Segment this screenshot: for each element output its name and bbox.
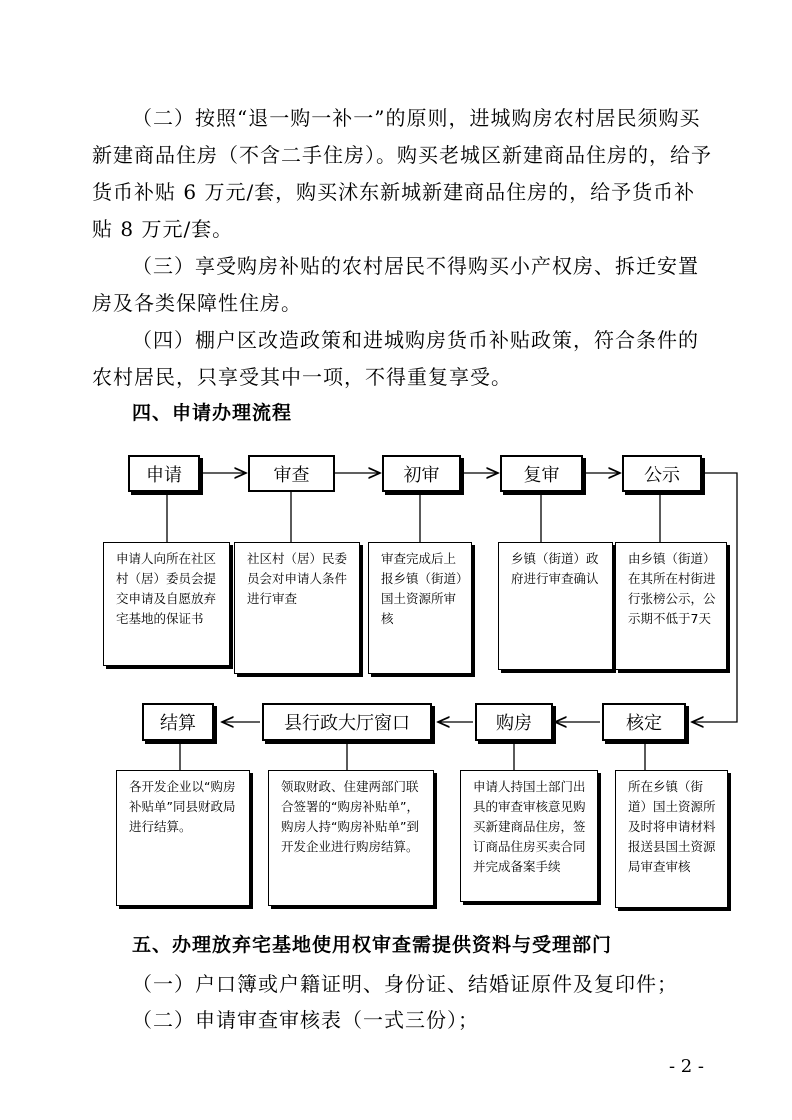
flow-step-county-window: 县行政大厅窗口 <box>262 703 432 741</box>
flow-step-apply: 申请 <box>128 455 200 492</box>
flow-step-review: 审查 <box>248 455 335 492</box>
flow-desc-publicity: 由乡镇（街道）在其所在村街进行张榜公示，公示期不低于7天 <box>615 542 727 670</box>
section-5-item-2: （二）申请审查审核表（一式三份）； <box>132 1008 479 1032</box>
flow-step-publicity: 公示 <box>622 455 702 492</box>
flow-step-recheck: 复审 <box>500 455 583 492</box>
paragraph-4: （四）棚户区改造政策和进城购房货币补贴政策，符合条件的农村居民，只享受其中一项，不得重复享受。 <box>92 328 699 389</box>
flow-step-purchase: 购房 <box>475 703 553 741</box>
section-5-item-1: （一）户口簿或户籍证明、身份证、结婚证原件及复印件； <box>132 972 678 996</box>
paragraph-2: （二）按照“退一购一补一”的原则，进城购房农村居民须购买新建商品住房（不含二手住房）。购买老城区新建商品住房的，给予货币补贴 6 万元/套，购买沭东新城新建商品住房的，给予货币补贴 8 万元/套。 <box>92 106 712 241</box>
flow-desc-apply: 申请人向所在社区村（居）委员会提交申请及自愿放弃宅基地的保证书 <box>103 542 230 666</box>
flow-step-verification: 核定 <box>602 703 686 741</box>
section-5-title: 五、办理放弃宅基地使用权审查需提供资料与受理部门 <box>132 934 613 956</box>
paragraph-3: （三）享受购房补贴的农村居民不得购买小产权房、拆迁安置房及各类保障性住房。 <box>92 254 699 315</box>
flow-desc-review: 社区村（居）民委员会对申请人条件进行审查 <box>234 542 360 674</box>
section-4-title: 四、申请办理流程 <box>132 402 293 424</box>
flow-desc-recheck: 乡镇（街道）政府进行审查确认 <box>498 542 613 670</box>
page-number: - 2 - <box>668 1056 704 1077</box>
flow-step-settlement: 结算 <box>142 703 214 741</box>
flow-desc-county-window: 领取财政、住建两部门联合签署的“购房补贴单”，购房人持“购房补贴单”到开发企业进行购房结算。 <box>268 770 434 906</box>
flow-desc-verification: 所在乡镇（街道）国土资源所及时将申请材料报送县国土资源局审查审核 <box>615 770 728 908</box>
flow-desc-purchase: 申请人持国土部门出具的审查审核意见购买新建商品住房，签订商品住房买卖合同并完成备案手续 <box>460 770 598 902</box>
flow-desc-initial-review: 审查完成后上报乡镇（街道）国土资源所审核 <box>368 542 472 674</box>
flow-desc-settlement: 各开发企业以“购房补贴单”同县财政局进行结算。 <box>116 770 250 906</box>
flow-step-initial-review: 初审 <box>382 455 461 492</box>
